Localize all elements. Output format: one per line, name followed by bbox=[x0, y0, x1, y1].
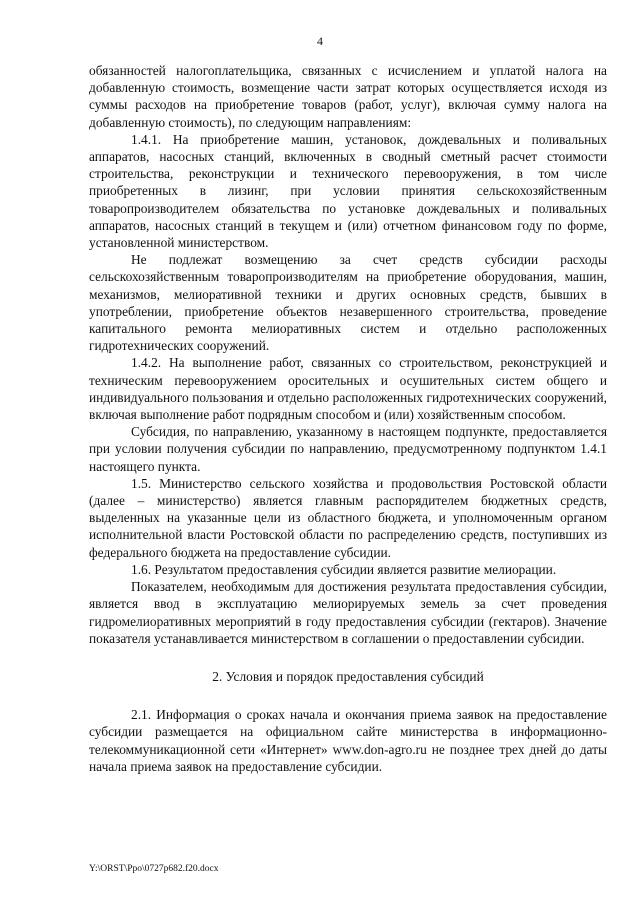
section-heading: 2. Условия и порядок предоставления субсидий bbox=[212, 668, 484, 684]
paragraph-exclusions: Не подлежат возмещению за счет средств субсидии расходы сельскохозяйственным товаропроизводителям на приобретение оборудования, машин, механизмов, мелиоративной техники и других основных средств, бывших в употреблении, приобретение объектов незавершенного строительства, проведение капитального ремонта мелиоративных систем и отдельно расположенных гидротехнических сооружений. bbox=[89, 252, 607, 354]
paragraph-indicator: Показателем, необходимым для достижения результата предоставления субсидии, является ввод в эксплуатацию мелиорируемых земель за счет проведения гидромелиоративных мероприятий в году предоставления субсидии (гектаров). Значение показателя устанавливается министерством в соглашении о предоставлении субсидии. bbox=[89, 579, 607, 646]
page-number: 4 bbox=[317, 34, 323, 48]
footer-file-path: Y:\ORST\Ppo\0727p682.f20.docx bbox=[89, 864, 219, 874]
paragraph-1-4-2: 1.4.2. На выполнение работ, связанных со строительством, реконструкцией и техническим перевооружением оросительных и осушительных систем общего и индивидуального пользования и отдельно расположенных гидротехнических сооружений, включая выполнение работ подрядным способом и (или) хозяйственным способом. bbox=[89, 355, 607, 423]
document-body bbox=[89, 62, 607, 775]
paragraph-2-1: 2.1. Информация о сроках начала и окончания приема заявок на предоставление субсидии размещается на официальном сайте министерства в информационно-телекоммуникационной сети «Интернет» www.don-agro.ru не позднее трех дней до даты начала приема заявок на предоставление субсидии. bbox=[89, 707, 607, 774]
paragraph-continuation: обязанностей налогоплательщика, связанных с исчислением и уплатой налога на добавленную стоимость, возмещение части затрат которых осуществляется исходя из суммы расходов на приобретение товаров (работ, услуг), включая сумму налога на добавленную стоимость), по следующим направлениям: bbox=[89, 63, 607, 130]
paragraph-1-6: 1.6. Результатом предоставления субсидии является развитие мелиорации. bbox=[131, 561, 557, 577]
paragraph-subsidy-condition: Субсидия, по направлению, указанному в настоящем подпункте, предоставляется при условии получения субсидии по направлению, предусмотренному подпунктом 1.4.1 настоящего пункта. bbox=[89, 424, 607, 474]
paragraph-1-5: 1.5. Министерство сельского хозяйства и продовольствия Ростовской области (далее – министерство) является главным распорядителем бюджетных средств, выделенных на указанные цели из областного бюджета, и уполномоченным органом исполнительной власти Ростовской области по распределению средств, поступивших из федерального бюджета на предоставление субсидии. bbox=[89, 475, 607, 560]
paragraph-1-4-1: 1.4.1. На приобретение машин, установок, дождевальных и поливальных аппаратов, насосных станций, включенных в сводный сметный расчет стоимости строительства, реконструкции и технического перевооружения, в том числе приобретенных в лизинг, при условии принятия сельскохозяйственным товаропроизводителем обязательства по установке дождевальных и поливальных аппаратов, насосных станций в текущем и (или) отчетном финансовом году по форме, установленной министерством. bbox=[89, 131, 607, 251]
